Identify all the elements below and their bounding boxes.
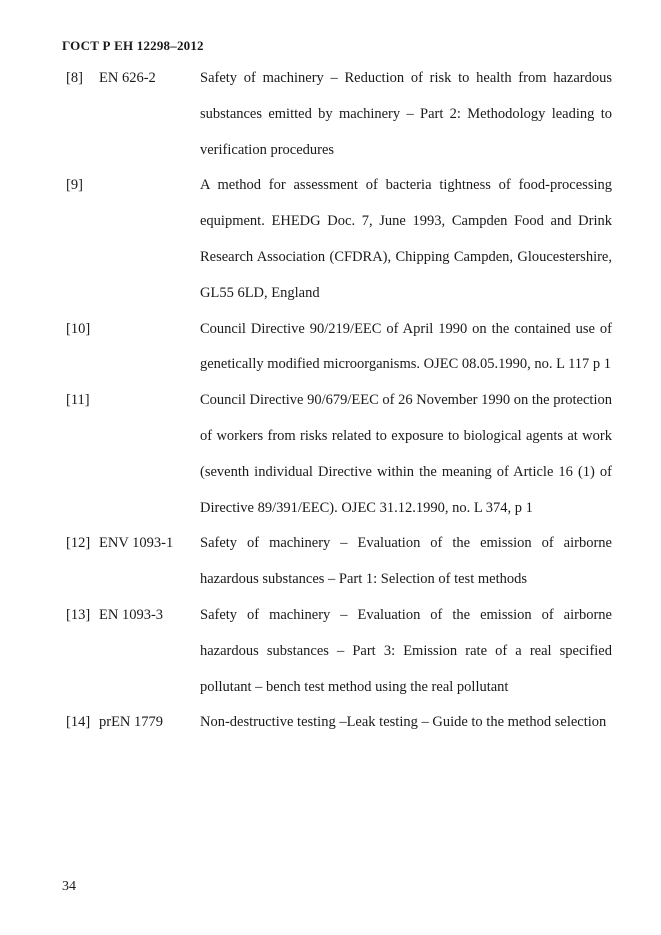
- reference-text: Non-destructive testing –Leak testing – Guide to the method selection: [200, 714, 607, 731]
- reference-text: Council Directive 90/219/EEC of April 1990 on the contained use of genetically modified microorganisms. OJEC 08.05.1990, no. L 117 p 1: [200, 320, 612, 373]
- reference-number: [10]: [66, 320, 91, 337]
- reference-item: [66, 526, 612, 598]
- reference-item: [66, 598, 612, 705]
- reference-text: Safety of machinery – Evaluation of the emission of airborne hazardous substances – Part 3: Emission rate of a real specified pollutant – bench test method using the real pollutant: [200, 606, 612, 695]
- reference-number: [11]: [66, 392, 90, 409]
- reference-number: [14]: [66, 714, 91, 731]
- reference-item: [66, 61, 612, 168]
- reference-code: prEN 1779: [99, 714, 164, 731]
- reference-text: Safety of machinery – Evaluation of the emission of airborne hazardous substances – Part 1: Selection of test methods: [200, 535, 612, 588]
- reference-item: [66, 383, 612, 526]
- reference-code: ENV 1093-1: [99, 535, 174, 552]
- reference-number: [13]: [66, 606, 91, 623]
- reference-code: EN 626-2: [99, 70, 156, 86]
- reference-text: Safety of machinery – Reduction of risk to health from hazardous substances emitted by machinery – Part 2: Methodology leading to verification procedures: [200, 70, 612, 158]
- reference-text: A method for assessment of bacteria tightness of food-processing equipment. EHEDG Doc. 7, June 1993, Campden Food and Drink Research Association (CFDRA), Chipping Campden, Gloucestershire, GL55 6LD, England: [200, 177, 612, 301]
- reference-number: [12]: [66, 535, 91, 552]
- reference-number: [8]: [66, 70, 83, 86]
- reference-item: [66, 705, 612, 741]
- document-header: ГОСТ Р ЕН 12298–2012: [62, 38, 204, 53]
- page-number: 34: [62, 879, 76, 894]
- reference-item: [66, 168, 612, 311]
- reference-text: Council Directive 90/679/EEC of 26 November 1990 on the protection of workers from risks related to exposure to biological agents at work (seventh individual Directive within the meaning of Article 16 (1) of Directive 89/391/EEC). OJEC 31.12.1990, no. L 374, p 1: [200, 392, 612, 516]
- reference-item: [66, 312, 612, 384]
- reference-code: EN 1093-3: [99, 606, 164, 623]
- reference-list: [66, 61, 612, 741]
- reference-number: [9]: [66, 177, 83, 194]
